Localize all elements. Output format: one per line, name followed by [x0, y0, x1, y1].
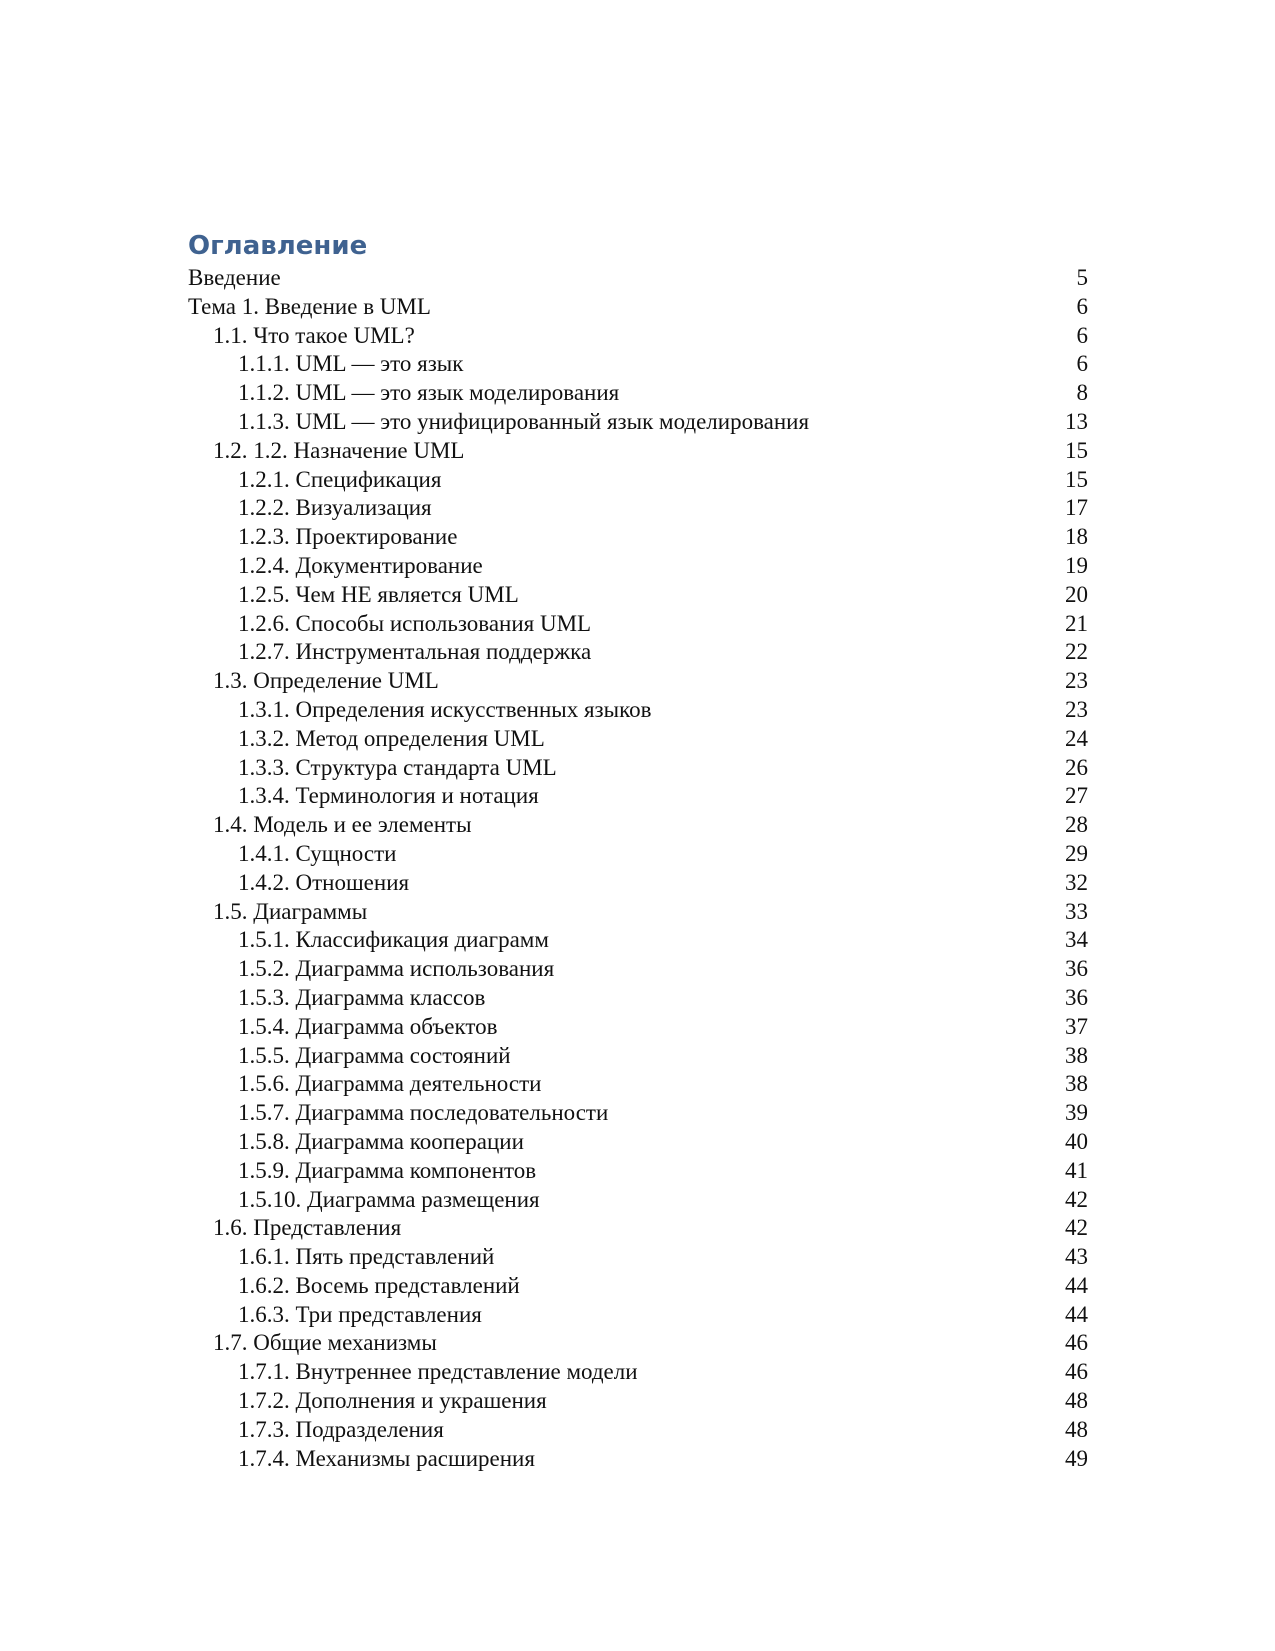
toc-entry-label: 1.5.4. Диаграмма объектов: [238, 1013, 498, 1039]
toc-entry[interactable]: [188, 984, 1088, 1013]
toc-entry[interactable]: [188, 1157, 1088, 1186]
toc-title: Оглавление: [188, 231, 368, 261]
toc-entry[interactable]: [188, 379, 1088, 408]
toc-entry-page-number: 38: [1065, 1042, 1088, 1068]
toc-entry-label: 1.3.4. Терминология и нотация: [238, 783, 539, 809]
toc-entry-page-number: 23: [1065, 696, 1088, 722]
toc-entry[interactable]: [188, 322, 1088, 351]
toc-entry[interactable]: [188, 782, 1088, 811]
toc-entry-page-number: 8: [1076, 380, 1088, 406]
toc-entry-label: 1.7.1. Внутреннее представление модели: [238, 1359, 638, 1385]
toc-entry-label: 1.7.4. Механизмы расширения: [238, 1445, 535, 1471]
toc-entry-label: 1.2.7. Инструментальная поддержка: [238, 639, 592, 665]
toc-entry-label: 1.2.5. Чем НЕ является UML: [238, 581, 519, 607]
toc-entry-label: 1.6.1. Пять представлений: [238, 1244, 495, 1270]
toc-entry-label: 1.1.3. UML — это унифицированный язык моделирования: [238, 408, 810, 434]
toc-entry-label: 1.4.1. Сущности: [238, 840, 397, 866]
toc-entry[interactable]: [188, 523, 1088, 552]
toc-entry-page-number: 34: [1065, 927, 1088, 953]
toc-entry-page-number: 29: [1065, 840, 1088, 866]
toc-entry[interactable]: [188, 293, 1088, 322]
toc-entry-page-number: 36: [1065, 956, 1088, 982]
toc-entry-label: 1.1.1. UML — это язык: [238, 351, 464, 377]
toc-entry[interactable]: [188, 437, 1088, 466]
toc-entry-page-number: 19: [1065, 552, 1088, 578]
toc-entry[interactable]: [188, 1358, 1088, 1387]
toc-entry-label: 1.7. Общие механизмы: [213, 1330, 437, 1356]
toc-entry-label: 1.5.1. Классификация диаграмм: [238, 927, 549, 953]
toc-entry-page-number: 33: [1065, 898, 1088, 924]
toc-entry-page-number: 48: [1065, 1388, 1088, 1414]
toc-entry-page-number: 49: [1065, 1445, 1088, 1471]
toc-entry-label: 1.5.7. Диаграмма последовательности: [238, 1100, 609, 1126]
toc-entry-page-number: 38: [1065, 1071, 1088, 1097]
toc-entry[interactable]: [188, 898, 1088, 927]
toc-entry[interactable]: [188, 955, 1088, 984]
toc-entry-label: Введение: [188, 265, 281, 290]
toc-entry-label: 1.2.2. Визуализация: [238, 495, 432, 521]
toc-entry-page-number: 13: [1065, 408, 1088, 434]
toc-entry-page-number: 48: [1065, 1416, 1088, 1442]
toc-entry-label: 1.3. Определение UML: [213, 668, 439, 694]
toc-entry-label: 1.3.1. Определения искусственных языков: [238, 696, 652, 722]
toc-entry[interactable]: [188, 926, 1088, 955]
toc-entry[interactable]: [188, 264, 1088, 293]
toc-entry-label: 1.5.9. Диаграмма компонентов: [238, 1157, 537, 1183]
toc-entry-page-number: 32: [1065, 869, 1088, 895]
toc-entry[interactable]: [188, 1013, 1088, 1042]
toc-entry[interactable]: [188, 638, 1088, 667]
toc-entry-label: 1.2. 1.2. Назначение UML: [213, 437, 465, 463]
toc-entry-page-number: 43: [1065, 1244, 1088, 1270]
toc-entry-label: 1.4. Модель и ее элементы: [213, 812, 472, 838]
toc-entry-label: 1.6. Представления: [213, 1215, 402, 1241]
toc-entry[interactable]: [188, 1272, 1088, 1301]
toc-entry-page-number: 6: [1076, 351, 1088, 377]
toc-entry[interactable]: [188, 350, 1088, 379]
toc-entry-page-number: 27: [1065, 783, 1088, 809]
toc-entry[interactable]: [188, 466, 1088, 495]
toc-entry-label: 1.7.2. Дополнения и украшения: [238, 1388, 547, 1414]
toc-entry-page-number: 6: [1076, 293, 1088, 319]
toc-entry[interactable]: [188, 696, 1088, 725]
toc-entry-page-number: 5: [1076, 265, 1088, 290]
toc-entry[interactable]: [188, 1042, 1088, 1071]
toc-entry[interactable]: [188, 725, 1088, 754]
toc-entry[interactable]: [188, 494, 1088, 523]
toc-entry-page-number: 22: [1065, 639, 1088, 665]
toc-entry[interactable]: [188, 754, 1088, 783]
toc-entry[interactable]: [188, 840, 1088, 869]
toc-entry-page-number: 42: [1065, 1215, 1088, 1241]
toc-entry-page-number: 41: [1065, 1157, 1088, 1183]
toc-entry[interactable]: [188, 610, 1088, 639]
toc-entry[interactable]: [188, 1445, 1088, 1474]
toc-entry-page-number: 17: [1065, 495, 1088, 521]
document-page: [188, 228, 1088, 1473]
toc-entry-label: Тема 1. Введение в UML: [188, 293, 431, 319]
toc-entry[interactable]: [188, 552, 1088, 581]
toc-entry[interactable]: [188, 1128, 1088, 1157]
toc-entry-page-number: 15: [1065, 466, 1088, 492]
toc-entry-page-number: 21: [1065, 610, 1088, 636]
toc-entry-label: 1.7.3. Подразделения: [238, 1416, 444, 1442]
toc-entry[interactable]: [188, 1387, 1088, 1416]
toc-entry-page-number: 37: [1065, 1013, 1088, 1039]
toc-entry-page-number: 24: [1065, 725, 1088, 751]
toc-entry-label: 1.3.2. Метод определения UML: [238, 725, 545, 751]
toc-entry-label: 1.2.4. Документирование: [238, 552, 483, 578]
toc-entry-label: 1.6.2. Восемь представлений: [238, 1272, 520, 1298]
toc-entry-page-number: 36: [1065, 984, 1088, 1010]
toc-entry[interactable]: [188, 1099, 1088, 1128]
toc-entry[interactable]: [188, 869, 1088, 898]
toc-entry-label: 1.2.1. Спецификация: [238, 466, 442, 492]
toc-entry[interactable]: [188, 1070, 1088, 1099]
toc-entry[interactable]: [188, 1186, 1088, 1215]
toc-entry-label: 1.5.8. Диаграмма кооперации: [238, 1128, 524, 1154]
toc-entry-page-number: 18: [1065, 524, 1088, 550]
toc-entry-label: 1.3.3. Структура стандарта UML: [238, 754, 557, 780]
toc-entry-label: 1.2.6. Способы использования UML: [238, 610, 592, 636]
toc-entry-page-number: 46: [1065, 1359, 1088, 1385]
toc-entry-label: 1.1.2. UML — это язык моделирования: [238, 380, 620, 406]
toc-entry-page-number: 40: [1065, 1128, 1088, 1154]
toc-entry[interactable]: [188, 581, 1088, 610]
toc-entry-page-number: 23: [1065, 668, 1088, 694]
toc-entry[interactable]: [188, 667, 1088, 696]
toc-entry[interactable]: [188, 408, 1088, 437]
toc-entry-page-number: 26: [1065, 754, 1088, 780]
toc-entry-page-number: 44: [1065, 1301, 1088, 1327]
toc-entry-label: 1.5.5. Диаграмма состояний: [238, 1042, 511, 1068]
toc-entry-page-number: 44: [1065, 1272, 1088, 1298]
toc-entry-page-number: 46: [1065, 1330, 1088, 1356]
toc-entry[interactable]: [188, 811, 1088, 840]
toc-entry-page-number: 28: [1065, 812, 1088, 838]
toc-entry-page-number: 42: [1065, 1186, 1088, 1212]
toc-entry-label: 1.4.2. Отношения: [238, 869, 410, 895]
toc-entry-label: 1.5.10. Диаграмма размещения: [238, 1186, 540, 1212]
toc-entry-label: 1.5.6. Диаграмма деятельности: [238, 1071, 542, 1097]
toc-entry-page-number: 39: [1065, 1100, 1088, 1126]
toc-entry[interactable]: [188, 1416, 1088, 1445]
toc-entry[interactable]: [188, 1329, 1088, 1358]
toc-list: [188, 264, 1088, 1473]
toc-entry[interactable]: [188, 1214, 1088, 1243]
toc-entry-page-number: 15: [1065, 437, 1088, 463]
toc-entry[interactable]: [188, 1243, 1088, 1272]
toc-entry[interactable]: [188, 1301, 1088, 1330]
toc-entry-label: 1.5. Диаграммы: [213, 898, 368, 924]
toc-entry-page-number: 20: [1065, 581, 1088, 607]
toc-entry-label: 1.1. Что такое UML?: [213, 322, 415, 348]
toc-entry-label: 1.6.3. Три представления: [238, 1301, 482, 1327]
toc-entry-label: 1.5.3. Диаграмма классов: [238, 984, 486, 1010]
toc-entry-label: 1.5.2. Диаграмма использования: [238, 956, 555, 982]
toc-entry-page-number: 6: [1076, 322, 1088, 348]
toc-entry-label: 1.2.3. Проектирование: [238, 524, 458, 550]
